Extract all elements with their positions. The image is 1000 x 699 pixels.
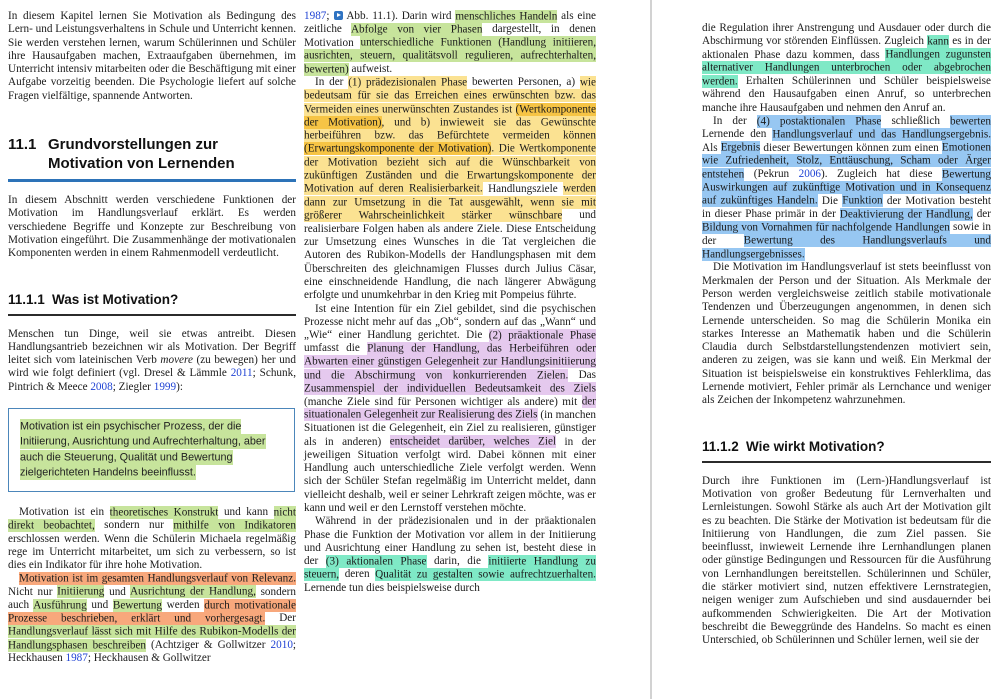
highlight-blue: Bewertung Auswirkungen auf zukünftige Motivation und in Konsequenz auf zukünftiges Handeln. [702, 168, 991, 207]
highlight-yellow: , und b) inwieweit sie das Gewünschte herbeiführen bzw. das Befürchtete vermeiden können [304, 116, 597, 142]
page-divider [650, 0, 652, 699]
text-run: darin, die [426, 555, 489, 568]
column-left [8, 0, 296, 666]
heading-rule [8, 179, 296, 182]
text-run: die Regulation ihrer Anstrengung und Ausdauer oder durch die Abschirmung vor störenden Einflüssen. Zugleich [702, 22, 991, 48]
section-number: 11.1.1 [8, 291, 45, 307]
text-run: und [86, 599, 113, 612]
highlight-green: Ausführung [33, 599, 87, 612]
text-run: Während in der prädezisionalen und in der präaktionalen Phase die Funktion der Motivation vor allem in der Initiierung und Ausrichtung einer Handlung zu sehen ist, besteht diese in der [304, 515, 596, 568]
section-title: Grundvorstellungen zur Motivation von Lernenden [48, 136, 235, 173]
section-heading-row [702, 438, 991, 455]
text-run: deren [339, 568, 376, 581]
text-run: (Achtziger & Gollwitzer [146, 639, 271, 652]
highlight-yellow: . Die Wertkomponente der Motivation bezieht sich auf die Wünschbarkeit von zukünftigen Zuständen und die Erwartungskomponente der Motivation auf deren Realisierbarkeit. [304, 142, 596, 195]
highlight-green: menschliches Handeln [455, 10, 558, 22]
text-run: (manche Ziele sind für Personen wichtiger als andere) mit [304, 395, 582, 408]
text-run: schließlich [881, 115, 950, 128]
text-run: ). Zugleich hat diese [821, 168, 942, 181]
heading-rule [8, 314, 296, 316]
text-run: sondern nur [94, 519, 174, 532]
section-number: 11.1 [8, 136, 37, 154]
section-heading-row [8, 135, 296, 173]
highlight-purple: entscheidet darüber, welches Ziel [389, 435, 557, 448]
highlight-green: Handlungsverlauf lässt sich mit Hilfe des Rubikon-Modells der Handlungsphasen beschreiben [8, 625, 296, 652]
highlight-purple: der situationalen Gelegenheit zur Realisierung des Ziels [304, 395, 596, 421]
paragraph [8, 573, 296, 666]
highlight-green: Motivation ist ein psychischer Prozess, der die Initiierung, Ausrichtung und Aufrechterhaltung, aber auch die Steuerung, Qualität und Bewertung zielgerichteten Handelns beeinflusst. [20, 420, 266, 479]
paragraph [8, 506, 296, 572]
text-run: der Motivation besteht in dieser Phase primär in der [702, 194, 991, 221]
text-run: sowie in der [702, 221, 991, 247]
text-run: Nicht nur [8, 585, 58, 598]
highlight-blue: Ergebnis [720, 141, 761, 154]
text-run: Als [702, 141, 721, 154]
text-run: Menschen tun Dinge, weil sie etwas antreibt. Diesen Handlungsantrieb bezeichnen wir als Motivation. Der Begriff leitet sich vom lateinischen Verb [8, 327, 296, 367]
highlight-teal: (3) aktionalen Phase [325, 555, 427, 568]
highlight-yellow: werden dann zur Umsetzung in die Tat ausgewählt, wenn sie mit größerer Wahrscheinlichkeit stärker wünschbare [304, 182, 596, 222]
text-run: Das [568, 369, 596, 382]
text-run: es in der aktionalen Phase dazu kommen, dass [702, 35, 991, 61]
paragraph [304, 76, 596, 302]
highlight-blue: Deaktivierung der Handlung, [839, 208, 973, 221]
highlight-blue: Funktion [842, 194, 883, 207]
citation-link[interactable]: 2006 [798, 168, 822, 181]
paragraph [702, 22, 991, 115]
text-run: und [104, 585, 130, 598]
citation-link[interactable]: 1987 [304, 10, 327, 22]
text-run: Die Motivation im Handlungsverlauf ist stets beeinflusst von Merkmalen der Person und der Situation. Als Merkmale der Person werden vergleichsweise zeitlich stabile motivationale Tendenzen und Überzeugungen angenommen, in denen sich Lernende unterscheiden. So mag die Schülerin Monika ein starkes Interesse an Mathematik haben und die Schülerin Claudia durch Selbstdarstellungstendenzen motiviert sein, anderen zu zeigen, was sie kann und weiß. Ein Merkmal der Situation ist beispielsweise ein konstruktives Fehlerklima, das Lernende motiviert, Fehler primär als Lernchance und weniger als Zeichen der Inkompetenz wahrzunehmen. [702, 261, 991, 407]
highlight-teal: kann [927, 35, 949, 48]
citation-link[interactable]: 2008 [90, 380, 113, 393]
text-run: bewerten Personen, a) [467, 76, 580, 89]
paragraph [304, 303, 596, 516]
highlight-orange: (Wertkomponente der Motivation) [304, 103, 596, 129]
text-run: in der jeweiligen Situation verfolgt wird. Dabei können mit einer Handlung auch unterschiedliche Ziele verfolgt werden. Wenn sich der Schüler Stefan regelmäßig im Unterricht meldet, dann vielleicht deshalb, weil er seiner Lehrkraft zeigen möchte, was er kann und weil er den Lernstoff verstehen möchte. [304, 435, 596, 514]
highlight-green: unterschiedliche Funktionen (Handlung initiieren, ausrichten, steuern, qualitätsvoll regulieren, aufrechterhalten, bewerten) [304, 36, 596, 76]
text-run: als eine zeitliche [304, 10, 597, 36]
figure-ref-icon[interactable] [334, 11, 343, 20]
text-run: movere [160, 354, 193, 367]
heading-rule [702, 461, 991, 463]
column-middle [304, 0, 596, 595]
text-run: Erhalten Schülerinnen und Schüler beispielsweise während den Hausaufgaben einen Anruf, so unterbrechen manche ihre Hausaufgaben und nehmen den Anruf an. [702, 75, 991, 114]
text-run: Ist eine Intention für ein Ziel gebildet, sind die psychischen Prozesse nicht mehr auf das „Ob“, sondern auf das „Wann“ und „Wie“ einer Handlung gerichtet. Die [304, 302, 596, 342]
text-run: ; Heckhausen [8, 639, 297, 665]
section-number: 11.1.2 [702, 438, 739, 454]
paragraph [702, 475, 991, 648]
citation-link[interactable]: 2010 [270, 639, 293, 652]
highlight-purple: (2) präaktionale Phase [488, 329, 596, 342]
text-run: und kann [218, 506, 274, 519]
highlight-green: nicht direkt beobachtet, [8, 506, 296, 532]
highlight-blue: Bildung von Vornahmen für nachfolgende Handlungen [702, 221, 950, 234]
highlight-blue: bewerten [950, 115, 991, 128]
citation-link[interactable]: 2011 [230, 367, 253, 380]
highlight-green: Bewertung [112, 599, 162, 612]
section-title: Wie wirkt Motivation? [746, 438, 885, 454]
text-run: Die [817, 194, 843, 207]
text-run: der [972, 208, 991, 221]
text-run: Der [265, 612, 296, 625]
text-run: In der [315, 76, 349, 89]
text-run: und realisierbare Folgen haben als andere Ziele. Diese Entscheidung zur Umsetzung eines Wunsches in die Tat vergleichen die Autoren des Rubikon-Modells der Handlungsphasen mit dem Überschreiten des gleichnamigen Flusses durch Julius Cäsar, eine einschneidende Handlung, die nach längerer Abwägung erfolgte und unumkehrbar in den Krieg mit Pompeius führte. [304, 209, 597, 302]
text-run: ; Heckhausen & Gollwitzer [87, 652, 211, 665]
text-run: (Pekrun [744, 168, 799, 181]
text-run: dargestellt, in denen Motivation [304, 23, 597, 49]
highlight-orange: (Erwartungskomponente der Motivation) [304, 142, 492, 155]
text-run: umfasst die [304, 342, 368, 355]
highlight-blue: (4) postaktionalen Phase [756, 115, 882, 128]
figure-ref-label[interactable]: Abb. 11.1 [346, 10, 392, 22]
text-run: In diesem Abschnitt werden verschiedene Funktionen der Motivation im Handlungsverlauf erklärt. Es werden verschiedene Begriffe und Konzepte zur Beschreibung von Motivation eingeführt. Die Zusammenhänge der motivationalen Komponenten werden in einem Rahmenmodell verdeutlicht. [8, 194, 296, 260]
paragraph [8, 10, 296, 103]
citation-link[interactable]: 1987 [65, 652, 88, 665]
text-run: ). Darin wird [391, 10, 456, 22]
text-run: ; Schunk, Pintrich & Meece [8, 367, 296, 393]
text-run: erschlossen werden. Wenn die Schülerin Michaela regelmäßig rege im Unterricht mitarbeitet, um sich zu verbessern, so ist dies ein Indikator für ihre hohe Motivation. [8, 532, 296, 572]
text-run: sondern auch [8, 585, 296, 612]
column-right [702, 0, 991, 647]
text-run: (in manchen Situationen ist die Gelegenheit, ein Ziel zu realisieren, günstiger als in anderen) [304, 408, 596, 448]
text-run: Lernende tun dies beispielsweise durch [304, 581, 480, 594]
text-run: Lernende den [702, 128, 773, 141]
highlight-yellow: (1) prädezisionalen Phase [348, 76, 468, 89]
text-run: Motivation ist ein [19, 506, 110, 519]
highlight-green: theoretisches Konstrukt [109, 506, 219, 519]
highlight-green: Initiierung [57, 585, 105, 598]
text-run: ; [326, 10, 334, 22]
section-heading-row [8, 291, 296, 308]
paragraph [304, 515, 596, 595]
highlight-purple: Planung der Handlung, das Herbeiführen oder Abwarten einer günstigen Gelegenheit zur Handlungsinitiierung und die Abschirmung von konkurrierenden Zielen. [304, 342, 596, 382]
highlight-yellow: wie bedeutsam für sie das Erreichen eines erwünschten bzw. das Vermeiden eines unerwünschten Zustandes ist [304, 76, 596, 116]
section-heading [8, 135, 296, 182]
paragraph [8, 328, 296, 394]
paragraph [8, 194, 296, 260]
text-run: (zu bewegen) her und wird wie folgt definiert (vgl. Dresel & Lämmle [8, 354, 296, 380]
highlight-green: Ausrichtung der Handlung, [129, 585, 256, 598]
text-run: ; Ziegler [112, 380, 154, 393]
text-run: In der [713, 115, 757, 128]
highlight-blue: Emotionen wie Zufriedenheit, Stolz, Enttäuschung, Scham oder Ärger entstehen [702, 141, 991, 181]
highlight-blue: Bewertung des Handlungsverlaufs und Handlungsergebnisses. [702, 234, 991, 261]
paragraph [304, 10, 596, 76]
text-run: dieser Bewertungen können zum einen [760, 141, 942, 154]
text-run: werden [161, 599, 205, 612]
definition-box [8, 408, 295, 492]
highlight-salmon: Motivation ist im gesamten Handlungsverlauf von Relevanz. [19, 572, 296, 585]
text-run: Durch ihre Funktionen im (Lern-)Handlungsverlauf ist Motivation von großer Bedeutung für Lernverhalten und Lernleistungen. Sowohl Stärke als auch Art der Motivation gilt es zu beachten. Die Stärke der Motivation ist bedeutsam für die Initiierung von Handlungen, die zum Ziel passen. Sie beeinflusst, inwieweit Lernende ihre Lernhandlungen planen oder günstige Bedingungen und Ressourcen für die Ausführung von Lernhandlungen bereitstellen. Schülerinnen und Schüler, die stärker motiviert sind, nutzen effektivere Lernstrategien, neigen weniger zum Aufschieben und sind ausdauernder bei aufkommenden Schwierigkeiten. Die Art der Motivation beschreibt die Beweggründe des Handelns. So macht es einen Unterschied, ob Schülerinnen und Schüler lernen, weil sie der [702, 474, 991, 647]
text-run: aufweist. [348, 63, 393, 76]
section-heading [702, 438, 991, 463]
highlight-blue: Handlungsverlauf und das Handlungsergebnis. [772, 128, 991, 141]
highlight-green: mithilfe von Indikatoren [173, 519, 296, 532]
highlight-salmon: durch motivationale Prozesse beschrieben, erklärt und vorhergesagt. [8, 599, 296, 625]
text-run: ): [176, 380, 183, 393]
paragraph [702, 115, 991, 261]
section-title: Was ist Motivation? [52, 291, 179, 307]
text-run: Handlungsziele [482, 182, 564, 195]
citation-link[interactable]: 1999 [153, 380, 177, 393]
text-run: In diesem Kapitel lernen Sie Motivation als Bedingung des Lern- und Leistungsverhaltens in Schule und Unterricht kennen. Sie werden verstehen lernen, warum Schülerinnen und Schüler ihre Hausaufgaben machen, Extraaufgaben übernehmen, im Unterricht intensiv mitarbeiten oder die Beschäftigung mit einer Aufgabe vorzeitig beenden. Die Psychologie liefert auf solche Fragen vielfältige, spannende Antworten. [8, 10, 296, 102]
paragraph [702, 261, 991, 407]
highlight-teal: initiierte Handlung zu steuern, [304, 555, 596, 581]
highlight-teal: Handlungen zugunsten alternativer Handlungen unterbrochen oder abgebrochen werden. [702, 48, 992, 88]
section-heading [8, 291, 296, 316]
highlight-green: Abfolge von vier Phasen [350, 23, 483, 36]
highlight-purple: Zusammenspiel der individuellen Bedeutsamkeit des Ziels [304, 382, 596, 395]
highlight-teal: Qualität zu gestalten sowie aufrechtzuerhalten. [375, 568, 596, 581]
